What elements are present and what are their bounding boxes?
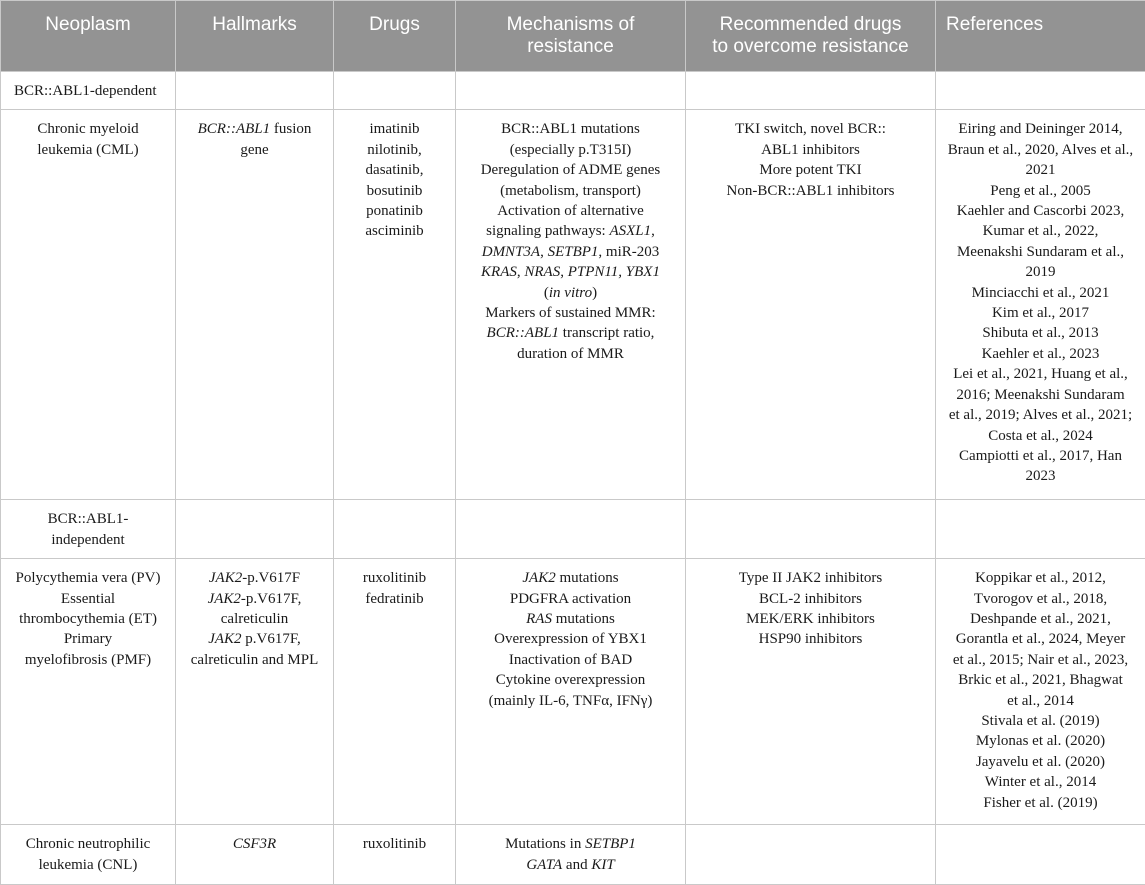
header-drugs: Drugs	[334, 1, 456, 72]
cell-hallmarks: JAK2-p.V617F JAK2-p.V617F, calreticulin JAK2 p.V617F, calreticulin and MPL	[176, 559, 334, 825]
table-row-cml	[1, 110, 1145, 500]
cell-references	[936, 825, 1145, 885]
header-neoplasm: Neoplasm	[1, 1, 176, 72]
section-row-independent	[1, 500, 1145, 559]
cell-references: Koppikar et al., 2012, Tvorogov et al., 2018, Deshpande et al., 2021, Gorantla et al., 2024, Meyer et al., 2015; Nair et al., 2023, Brkic et al., 2021, Bhagwat et al., 2014 Stivala et al. (2019) Mylonas et al. (2020) Jayavelu et al. (2020) Winter et al., 2014 Fisher et al. (2019)	[936, 559, 1145, 825]
cell-neoplasm: Chronic myeloid leukemia (CML)	[1, 110, 176, 500]
cell-hallmarks: BCR::ABL1 fusion gene	[176, 110, 334, 500]
table-row-mpn	[1, 559, 1145, 825]
section-row-dependent	[1, 72, 1145, 110]
cell-drugs: ruxolitinib fedratinib	[334, 559, 456, 825]
cell-neoplasm: Chronic neutrophilic leukemia (CNL)	[1, 825, 176, 885]
cell-references: Eiring and Deininger 2014, Braun et al., 2020, Alves et al., 2021 Peng et al., 2005 Kaehler and Cascorbi 2023, Kumar et al., 2022, Meenakshi Sundaram et al., 2019 Minciacchi et al., 2021 Kim et al., 2017 Shibuta et al., 2013 Kaehler et al., 2023 Lei et al., 2021, Huang et al., 2016; Meenakshi Sundaram et al., 2019; Alves et al., 2021; Costa et al., 2024 Campiotti et al., 2017, Han 2023	[936, 110, 1145, 500]
cell-recommended-drugs: TKI switch, novel BCR:: ABL1 inhibitors More potent TKI Non-BCR::ABL1 inhibitors	[686, 110, 936, 500]
header-recommended-drugs: Recommended drugs to overcome resistance	[686, 1, 936, 72]
header-row	[1, 1, 1145, 72]
cell-neoplasm: Polycythemia vera (PV) Essential thrombocythemia (ET) Primary myelofibrosis (PMF)	[1, 559, 176, 825]
cell-mechanisms: Mutations in SETBP1 GATA and KIT	[456, 825, 686, 885]
cell-drugs: ruxolitinib	[334, 825, 456, 885]
cell-drugs: imatinib nilotinib, dasatinib, bosutinib ponatinib asciminib	[334, 110, 456, 500]
header-mechanisms: Mechanisms of resistance	[456, 1, 686, 72]
cell-mechanisms: BCR::ABL1 mutations (especially p.T315I) Deregulation of ADME genes (metabolism, transport) Activation of alternative signaling pathways: ASXL1, DMNT3A, SETBP1, miR-203 KRAS, NRAS, PTPN11, YBX1 (in vitro) Markers of sustained MMR: BCR::ABL1 transcript ratio, duration of MMR	[456, 110, 686, 500]
header-references: References	[936, 1, 1145, 72]
table-row-cnl	[1, 825, 1145, 885]
cell-hallmarks: CSF3R	[176, 825, 334, 885]
header-hallmarks: Hallmarks	[176, 1, 334, 72]
cell-recommended-drugs	[686, 825, 936, 885]
section-label: BCR::ABL1- independent	[1, 500, 176, 559]
section-label: BCR::ABL1-dependent	[1, 72, 176, 110]
cell-mechanisms: JAK2 mutations PDGFRA activation RAS mutations Overexpression of YBX1 Inactivation of BAD Cytokine overexpression (mainly IL-6, TNFα, IFNγ)	[456, 559, 686, 825]
cell-recommended-drugs: Type II JAK2 inhibitors BCL-2 inhibitors MEK/ERK inhibitors HSP90 inhibitors	[686, 559, 936, 825]
